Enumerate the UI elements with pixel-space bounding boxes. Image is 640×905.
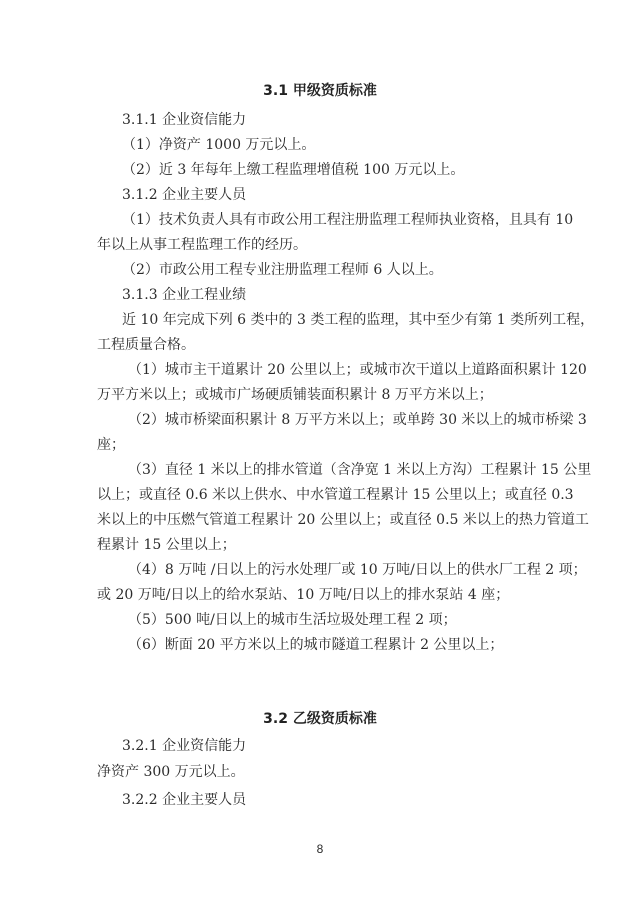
section-title-3-1: 3.1 甲级资质标准 <box>263 83 377 99</box>
list-item-continuation: 座； <box>97 437 125 453</box>
paragraph: 净资产 300 万元以上。 <box>97 764 245 780</box>
paragraph-continuation: 工程质量合格。 <box>97 337 195 353</box>
subsection-heading: 3.2.1 企业资信能力 <box>122 738 247 754</box>
paragraph: 近 10 年完成下列 6 类中的 3 类工程的监理，其中至少有第 1 类所列工程， <box>122 312 595 328</box>
subsection-heading: 3.1.2 企业主要人员 <box>122 187 247 203</box>
subsection-heading: 3.1.1 企业资信能力 <box>122 112 247 128</box>
subsection-heading: 3.2.2 企业主要人员 <box>122 792 247 808</box>
list-item: （3）直径 1 米以上的排水管道（含净宽 1 米以上方沟）工程累计 15 公里 <box>128 462 592 478</box>
subsection-heading: 3.1.3 企业工程业绩 <box>122 287 247 303</box>
list-item: （1）净资产 1000 万元以上。 <box>122 137 316 153</box>
list-item-continuation: 米以上的中压燃气管道工程累计 20 公里以上；或直径 0.5 米以上的热力管道工 <box>97 512 589 528</box>
list-item-continuation: 年以上从事工程监理工作的经历。 <box>97 237 307 253</box>
list-item-continuation: 或 20 万吨/日以上的给水泵站、10 万吨/日以上的排水泵站 4 座； <box>97 587 510 603</box>
page-number: 8 <box>316 842 324 856</box>
list-item: （2）城市桥梁面积累计 8 万平方米以上；或单跨 30 米以上的城市桥梁 3 <box>128 412 587 428</box>
list-item-continuation: 万平方米以上；或城市广场硬质铺装面积累计 8 万平方米以上； <box>97 387 493 403</box>
list-item: （2）近 3 年每年上缴工程监理增值税 100 万元以上。 <box>122 162 465 178</box>
list-item: （2）市政公用工程专业注册监理工程师 6 人以上。 <box>122 262 443 278</box>
list-item: （6）断面 20 平方米以上的城市隧道工程累计 2 公里以上； <box>128 637 504 653</box>
list-item: （1）技术负责人具有市政公用工程注册监理工程师执业资格，且具有 10 <box>122 212 574 228</box>
section-title-3-2: 3.2 乙级资质标准 <box>263 711 377 727</box>
list-item-continuation: 以上；或直径 0.6 米以上供水、中水管道工程累计 15 公里以上；或直径 0.3 <box>97 487 574 503</box>
list-item-continuation: 程累计 15 公里以上； <box>97 537 236 553</box>
list-item: （4）8 万吨 /日以上的污水处理厂或 10 万吨/日以上的供水厂工程 2 项； <box>128 562 587 578</box>
list-item: （5）500 吨/日以上的城市生活垃圾处理工程 2 项； <box>128 612 457 628</box>
list-item: （1）城市主干道累计 20 公里以上；或城市次干道以上道路面积累计 120 <box>128 362 587 378</box>
